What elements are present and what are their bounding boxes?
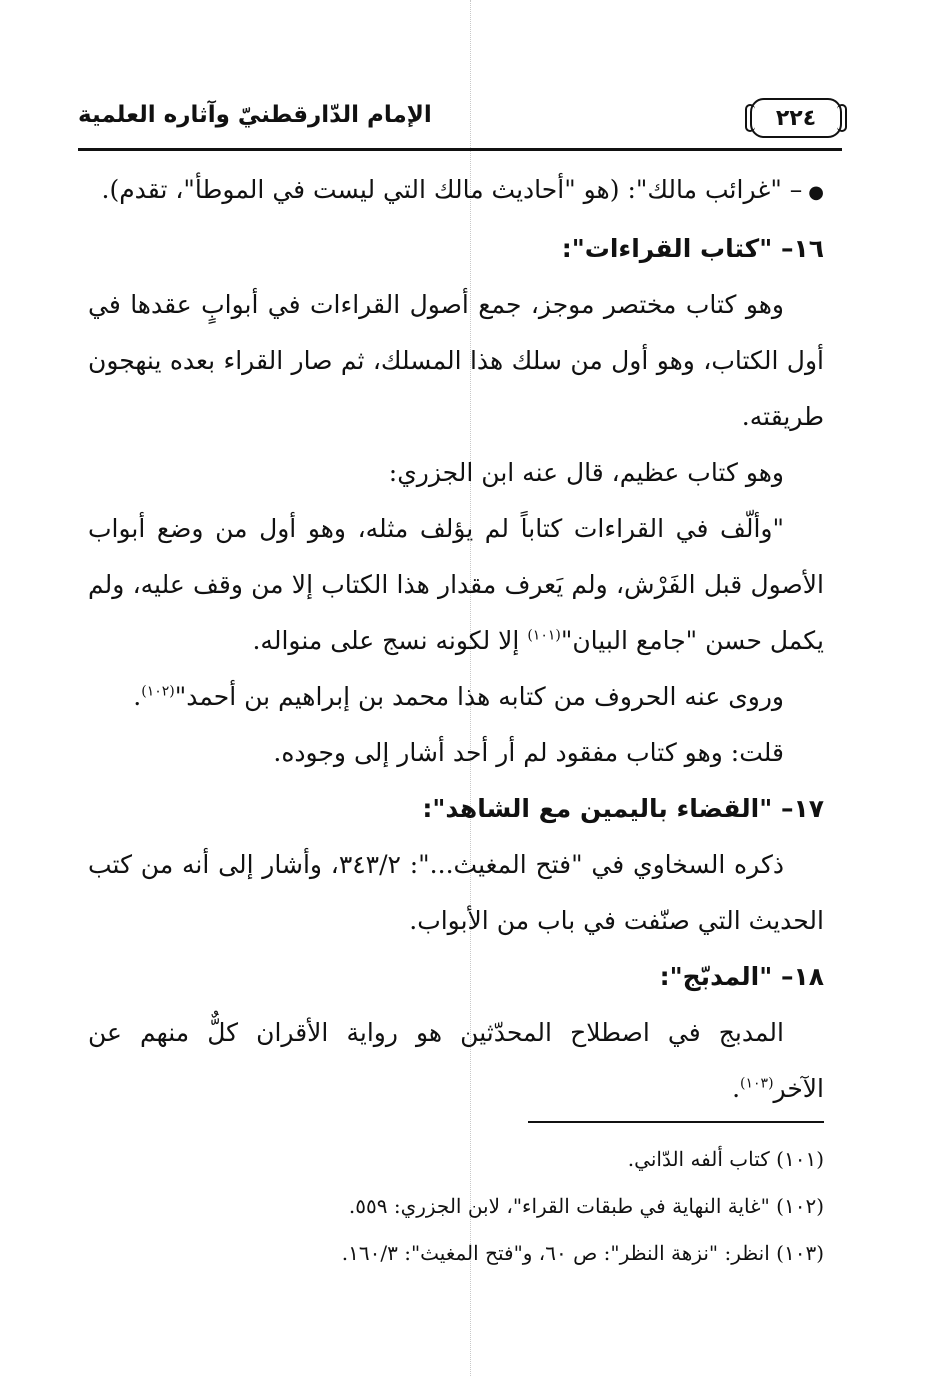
footnote-103: (١٠٣) انظر: "نزهة النظر": ص ٦٠، و"فتح المغيث": ١٦٠/٣.: [341, 1241, 824, 1265]
section-16-heading: ١٦– "كتاب القراءات":: [561, 234, 824, 263]
section-17-heading: ١٧– "القضاء باليمين مع الشاهد":: [422, 794, 824, 823]
section-18-heading: ١٨– "المدبّج":: [659, 962, 824, 991]
section-16-paragraph-2: وهو كتاب عظيم، قال عنه ابن الجزري:: [388, 458, 784, 487]
main-text: [88, 162, 824, 1117]
footnotes: [118, 1136, 824, 1277]
quote-text-end: إلا لكونه نسج على منواله.: [252, 626, 528, 655]
paragraph-text: المدبج في اصطلاح المحدّثين هو رواية الأقران كلٌّ منهم عن الآخر: [88, 1018, 824, 1103]
section-16-paragraph-1: وهو كتاب مختصر موجز، جمع أصول القراءات في أبوابٍ عقدها في أول الكتاب، وهو أول من سلك هذا المسلك، ثم صار القراء بعده ينهجون طريقته.: [88, 290, 824, 431]
footnote-ref-101: (١٠١): [527, 627, 561, 644]
paragraph-text-end: .: [732, 1074, 741, 1103]
footnote-ref-103: (١٠٣): [740, 1075, 774, 1092]
bullet-item: [88, 162, 824, 221]
page-number: ٢٢٤: [775, 105, 817, 131]
section-18-paragraph-1: [88, 1005, 824, 1117]
bullet-item-text: – "غرائب مالك": (هو "أحاديث مالك التي ليست في الموطأ"، تقدم).: [101, 175, 803, 204]
quote-text: "وألّف في القراءات كتاباً لم يؤلف مثله، وهو أول من وضع أبواب الأصول قبل الفَرْش، ولم يَعرف مقدار هذا الكتاب إلا من وقف عليه، ولم يكمل حسن "جامع البيان": [88, 514, 824, 655]
section-16-paragraph-4: [88, 669, 824, 725]
page-header: [78, 96, 842, 152]
section-16-paragraph-5: قلت: وهو كتاب مفقود لم أر أحد أشار إلى وجوده.: [273, 738, 784, 767]
section-17-paragraph-1: ذكره السخاوي في "فتح المغيث...": ٣٤٣/٢، وأشار إلى أنه من كتب الحديث التي صنّفت في باب من الأبواب.: [88, 850, 824, 935]
paragraph-text-end: .: [133, 682, 142, 711]
header-rule: [78, 148, 842, 151]
running-title: الإمام الدّارقطنيّ وآثاره العلمية: [78, 102, 432, 128]
paragraph-text: وروى عنه الحروف من كتابه هذا محمد بن إبراهيم بن أحمد": [174, 682, 784, 711]
footnote-separator: [528, 1121, 824, 1123]
footnote-ref-102: (١٠٢): [141, 683, 175, 700]
footnote-102: (١٠٢) "غاية النهاية في طبقات القراء"، لابن الجزري: ٥٥٩.: [348, 1194, 824, 1218]
footnote-101: (١٠١) كتاب ألفه الدّاني.: [627, 1147, 824, 1171]
section-16-quote: [88, 501, 824, 669]
page-number-badge: [750, 98, 842, 138]
